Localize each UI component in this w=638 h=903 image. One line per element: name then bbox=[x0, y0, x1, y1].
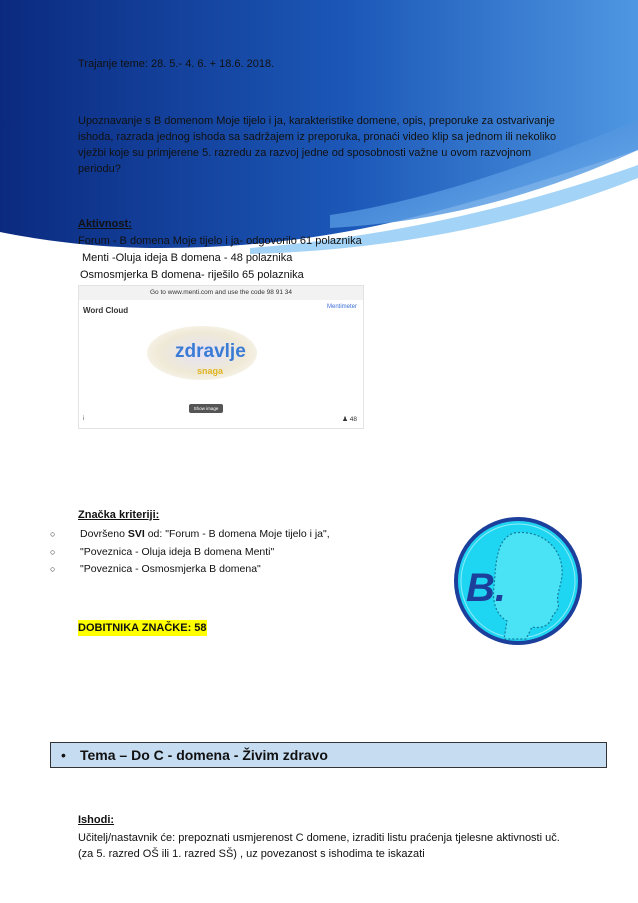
word-cloud-main-word: zdravlje bbox=[175, 341, 246, 362]
circle-bullet-icon: ○ bbox=[50, 547, 56, 557]
topic-title: Tema – Do C - domena - Živim zdravo bbox=[80, 747, 328, 763]
bullet-icon: • bbox=[61, 747, 66, 763]
word-cloud-screenshot bbox=[78, 285, 364, 429]
activity-line: Menti -Oluja ideja B domena - 48 polaznika bbox=[82, 252, 293, 264]
circle-bullet-icon: ○ bbox=[50, 529, 56, 539]
criteria-item: ○ "Poveznica - Oluja ideja B domena Menti" bbox=[50, 546, 275, 558]
circle-bullet-icon: ○ bbox=[50, 564, 56, 574]
b-domain-badge-logo bbox=[452, 515, 584, 647]
activity-heading: Aktivnost: bbox=[78, 218, 132, 230]
topic-intro: Upoznavanje s B domenom Moje tijelo i ja, karakteristike domene, opis, preporuke za ostvarivanje ishoda, razrada jednog ishoda sa sadržajem iz preporuka, pronaći video klip sa jednom ili nekoliko vježbi koje su primjerene 5. razredu za razvoj jedne od sposobnosti važne u ovom razvojnom periodu? bbox=[78, 115, 557, 175]
criteria-item: ○ Dovršeno SVI od: "Forum - B domena Moje tijelo i ja", bbox=[50, 528, 330, 540]
activity-line: Forum - B domena Moje tijelo i ja- odgovorilo 61 polaznika bbox=[78, 235, 362, 247]
outcomes-heading: Ishodi: bbox=[78, 814, 115, 826]
badge-winners: DOBITNIKA ZNAČKE: 58 bbox=[78, 622, 207, 634]
show-image-button: Show image bbox=[189, 404, 223, 413]
menti-code-banner: Go to www.menti.com and use the code 98 91 34 bbox=[79, 286, 363, 300]
outcomes-text: Učitelj/nastavnik će: prepoznati usmjerenost C domene, izraditi listu praćenja tjelesne aktivnosti uč. (za 5. razred OŠ ili 1. razred SŠ) , uz povezanost s ishodima te iskazati bbox=[78, 832, 560, 860]
topic-heading-box bbox=[50, 742, 607, 768]
participant-count: ♟ 48 bbox=[342, 416, 357, 423]
criteria-item: ○ "Poveznica - Osmosmjerka B domena" bbox=[50, 563, 261, 575]
mentimeter-logo: Mentimeter bbox=[326, 304, 357, 310]
word-cloud-secondary-word: snaga bbox=[197, 366, 224, 376]
badge-logo-letter: B. bbox=[466, 566, 506, 610]
activity-line: Osmosmjerka B domena- riješilo 65 polaznika bbox=[80, 269, 304, 281]
topic-duration: Trajanje teme: 28. 5.- 4. 6. + 18.6. 2018. bbox=[78, 58, 275, 70]
info-icon: i bbox=[83, 416, 85, 422]
word-cloud-title: Word Cloud bbox=[83, 306, 129, 315]
badge-criteria-heading: Značka kriteriji: bbox=[78, 509, 160, 521]
participant-count-value: 48 bbox=[349, 416, 357, 423]
